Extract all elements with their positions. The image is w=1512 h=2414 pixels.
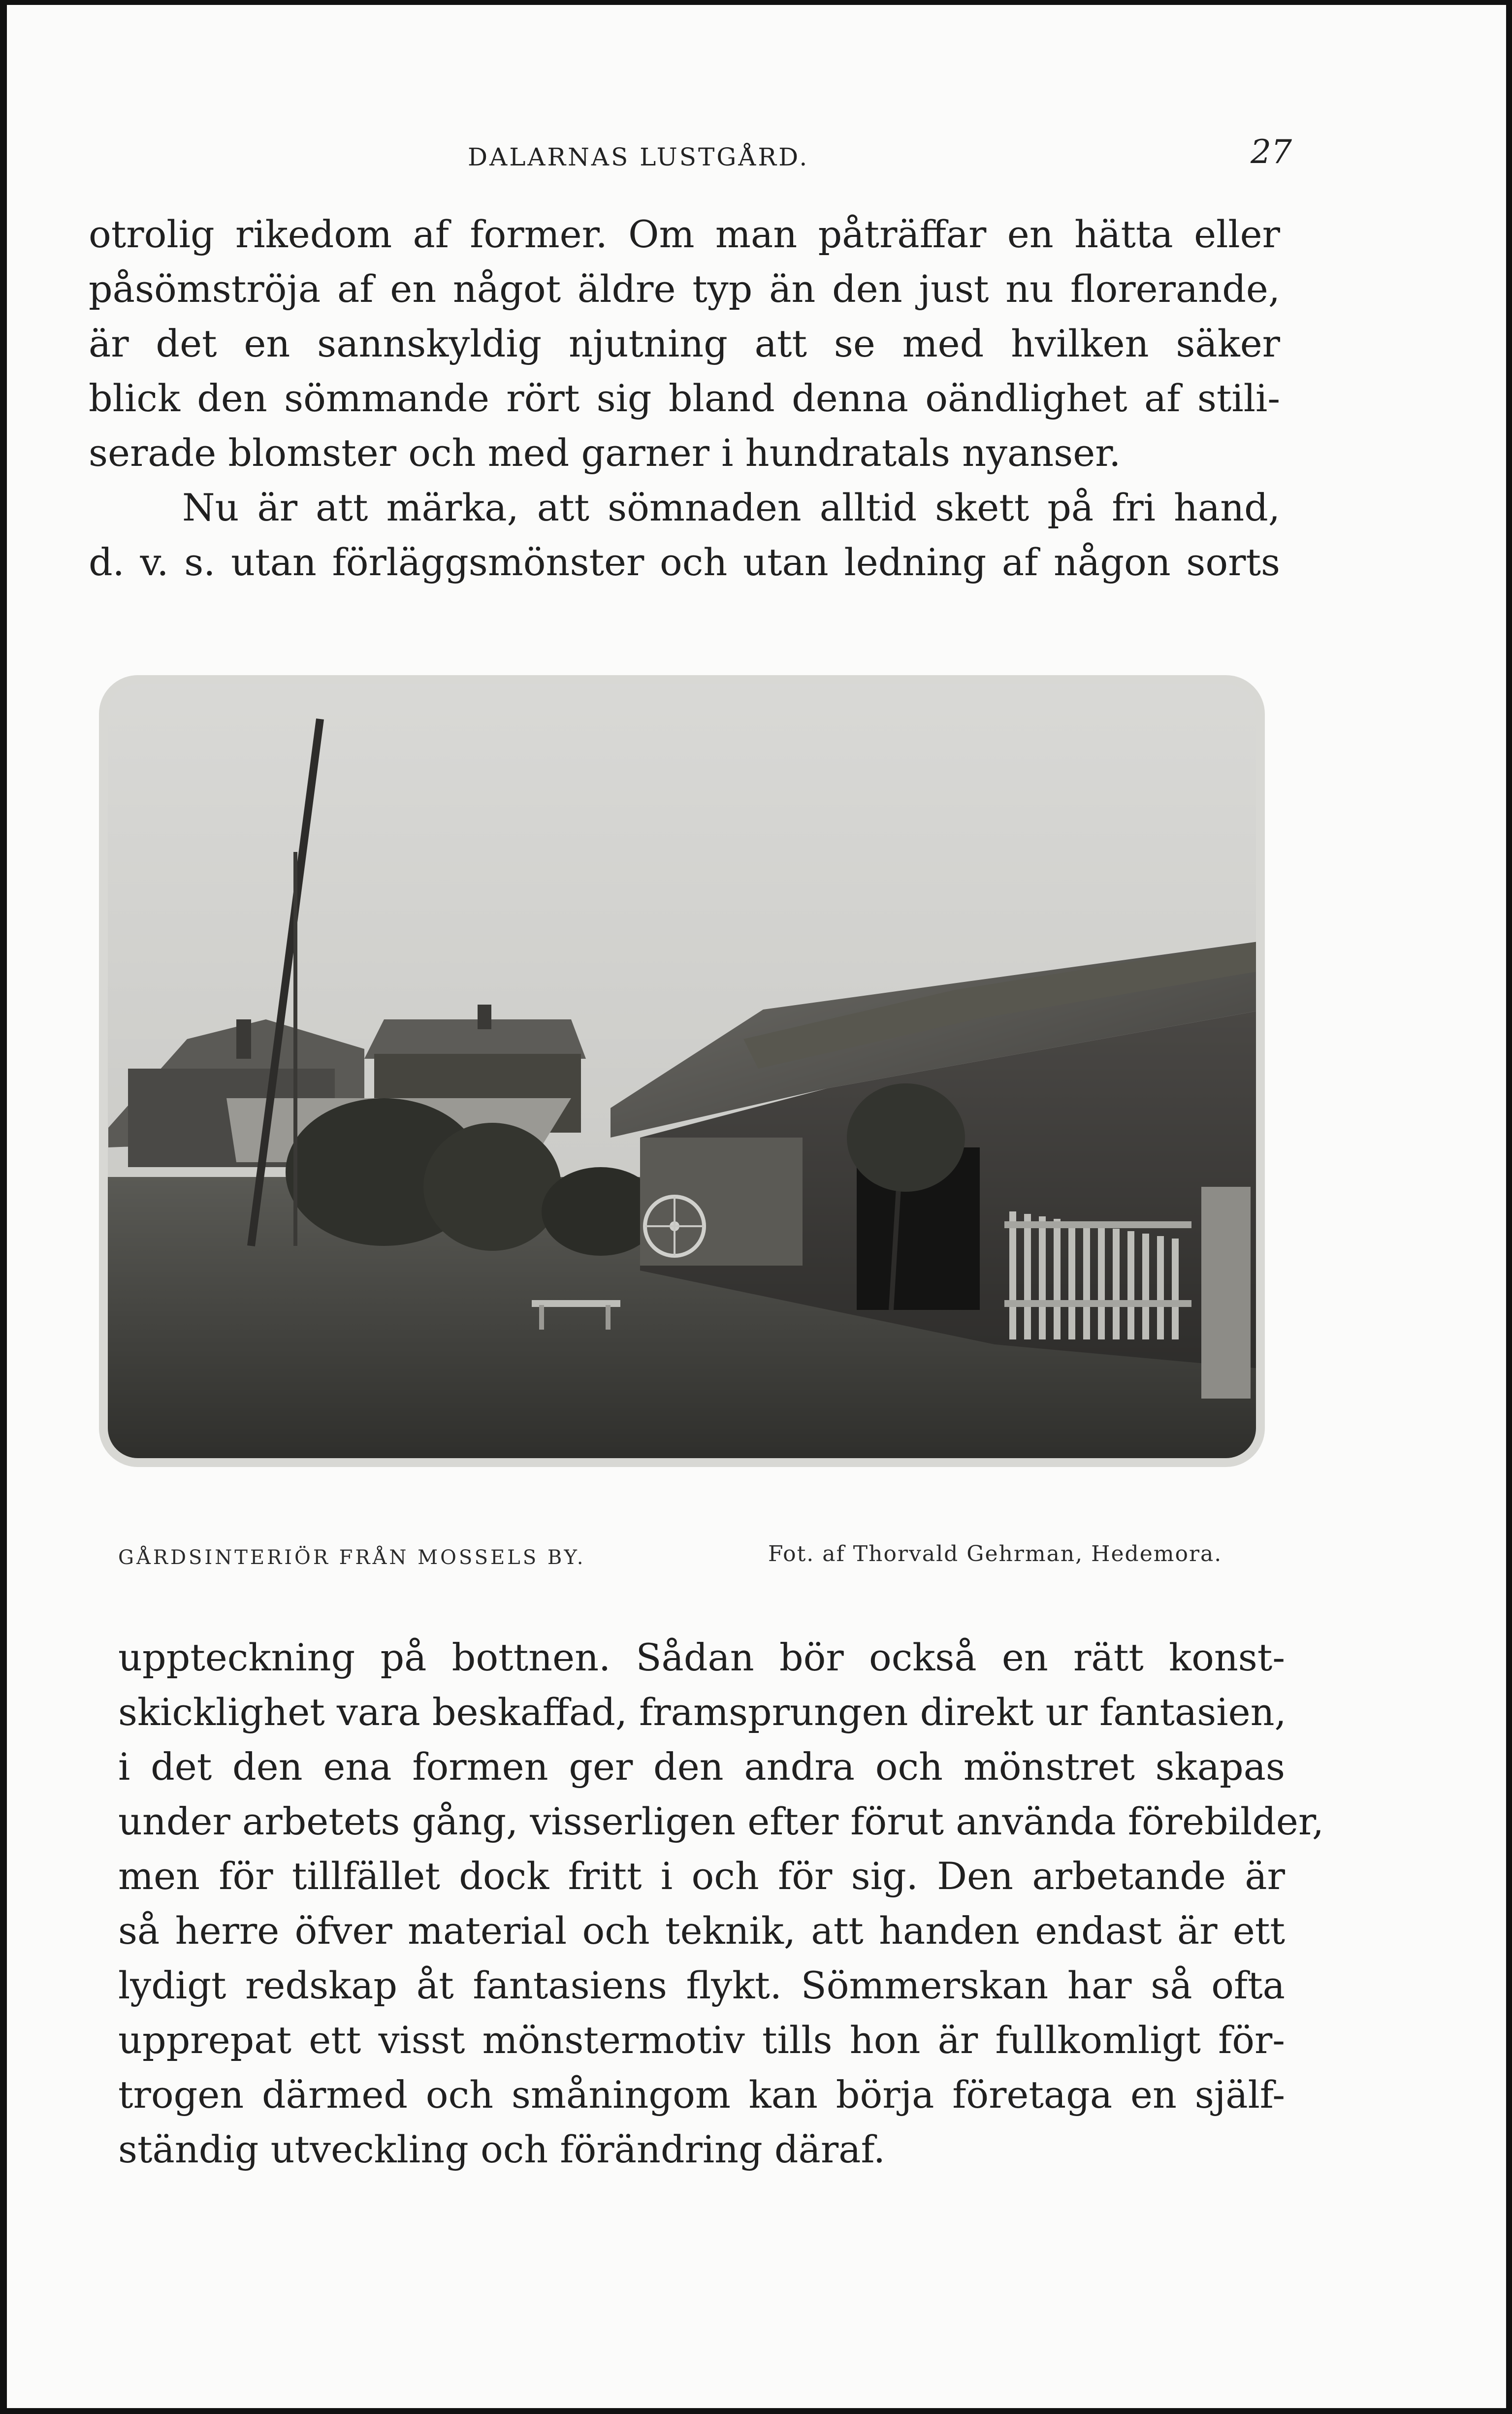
text-line: ständig utveckling och förändring däraf. [118, 2127, 886, 2171]
photo-illustration [89, 665, 1275, 1477]
figure-caption: GÅRDSINTERIÖR FRÅN MOSSELS BY. [118, 1546, 586, 1569]
text-line: så herre öfver material och teknik, att handen endast är ett [118, 1909, 1285, 1953]
text-line: i det den ena formen ger den andra och mönstret skapas [118, 1745, 1285, 1789]
text-line: under arbetets gång, visserligen efter förut använda förebilder, [118, 1799, 1324, 1843]
text-line: Nu är att märka, att sömnaden alltid skett på fri hand, [182, 486, 1280, 529]
running-title: DALARNAS LUSTGÅRD. [468, 143, 809, 171]
text-line: men för tillfället dock fritt i och för sig. Den arbetande är [118, 1854, 1285, 1898]
text-line: skicklighet vara beskaffad, framsprungen direkt ur fantasien, [118, 1690, 1287, 1734]
text-line: blick den sömmande rört sig bland denna oändlighet af stili- [89, 376, 1280, 420]
text-line: är det en sannskyldig njutning att se med hvilken säker [89, 322, 1280, 365]
text-line: trogen därmed och småningom kan börja företaga en själf- [118, 2073, 1285, 2117]
text-line: d. v. s. utan förläggsmönster och utan ledning af någon sorts [89, 540, 1280, 584]
text-line: lydigt redskap åt fantasiens flykt. Sömmerskan har så ofta [118, 1963, 1285, 2007]
photo-credit: Fot. af Thorvald Gehrman, Hedemora. [768, 1541, 1222, 1566]
text-line: otrolig rikedom af former. Om man påträffar en hätta eller [89, 212, 1280, 256]
page-number: 27 [1251, 133, 1292, 171]
bottom-paragraph [118, 1630, 1324, 2177]
text-line: serade blomster och med garner i hundratals nyanser. [89, 431, 1121, 475]
text-line: uppteckning på bottnen. Sådan bör också en rätt konst- [118, 1635, 1285, 1679]
text-line: upprepat ett visst mönstermotiv tills hon är fullkomligt för- [118, 2018, 1285, 2062]
top-paragraph [89, 207, 1280, 589]
farmyard-photograph [89, 665, 1275, 1477]
text-line: påsömströja af en något äldre typ än den just nu florerande, [89, 267, 1280, 311]
